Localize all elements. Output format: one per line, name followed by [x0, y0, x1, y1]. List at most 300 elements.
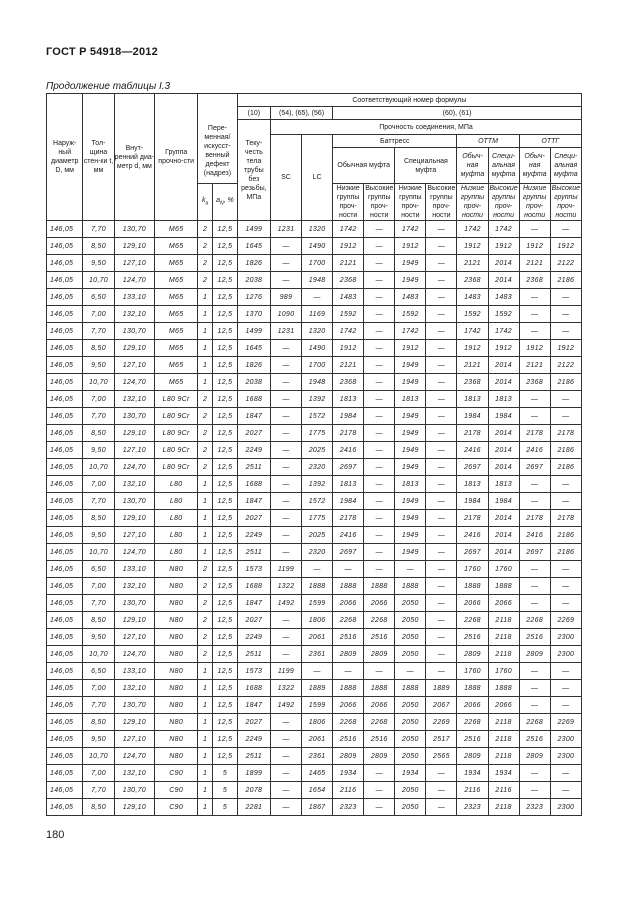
table-cell: — — [550, 663, 581, 680]
table-cell: L80 9Cr — [155, 391, 198, 408]
table-cell: 1867 — [302, 799, 333, 816]
table-cell: 2516 — [364, 629, 395, 646]
table-cell: L80 9Cr — [155, 442, 198, 459]
table-cell: — — [426, 238, 457, 255]
table-cell: 8,50 — [83, 340, 114, 357]
table-cell: 1912 — [457, 340, 488, 357]
table-cell: 1688 — [237, 476, 270, 493]
table-cell: 1645 — [237, 340, 270, 357]
table-cell: L80 — [155, 493, 198, 510]
page-number: 180 — [46, 829, 65, 841]
header-outer-diameter: Наруж-ный диаметр D, мм — [47, 94, 83, 221]
table-cell: 9,50 — [83, 527, 114, 544]
table-cell: — — [395, 561, 426, 578]
table-body — [47, 221, 582, 816]
header-joint-strength: Прочность соединения, МПа — [270, 120, 581, 135]
table-cell: 12,5 — [213, 510, 238, 527]
table-cell: L80 — [155, 527, 198, 544]
header-buttress: Баттресс — [333, 135, 457, 148]
table-cell: L80 9Cr — [155, 425, 198, 442]
table-cell: — — [364, 561, 395, 578]
table-cell: 2050 — [395, 697, 426, 714]
table-cell: 2809 — [519, 646, 550, 663]
table-cell: 12,5 — [213, 595, 238, 612]
table-cell: 2027 — [237, 510, 270, 527]
table-cell: 2050 — [395, 799, 426, 816]
header-buttress-regular-low: Низкие группы проч-ности — [333, 184, 364, 221]
header-lc: LC — [302, 135, 333, 221]
table-cell: 1889 — [302, 680, 333, 697]
table-cell: 12,5 — [213, 425, 238, 442]
table-cell: 2511 — [237, 459, 270, 476]
table-cell: — — [364, 510, 395, 527]
table-cell: 146,05 — [47, 612, 83, 629]
table-cell: 1912 — [395, 340, 426, 357]
table-cell: M65 — [155, 238, 198, 255]
table-cell: 1199 — [270, 561, 301, 578]
table-cell: 7,00 — [83, 765, 114, 782]
header-formula-10: (10) — [237, 107, 270, 120]
table-cell: 2186 — [550, 459, 581, 476]
table-cell: 2066 — [333, 595, 364, 612]
table-cell: 2268 — [333, 714, 364, 731]
table-cell: 132,10 — [114, 578, 155, 595]
table-cell: 2511 — [237, 646, 270, 663]
table-cell: 8,50 — [83, 612, 114, 629]
ka-subscript: a — [205, 200, 209, 207]
table-cell: 2014 — [488, 255, 519, 272]
table-cell: 2 — [198, 425, 213, 442]
table-cell: 1934 — [395, 765, 426, 782]
table-cell: 2121 — [519, 255, 550, 272]
table-cell: 7,00 — [83, 578, 114, 595]
table-cell: — — [519, 578, 550, 595]
table-cell: 146,05 — [47, 425, 83, 442]
table-cell: — — [270, 510, 301, 527]
table-row — [47, 799, 582, 816]
table-cell: 2066 — [488, 697, 519, 714]
table-cell: 12,5 — [213, 544, 238, 561]
table-cell: — — [426, 425, 457, 442]
table-cell: — — [333, 663, 364, 680]
table-row — [47, 221, 582, 238]
table-cell: 2300 — [550, 799, 581, 816]
table-cell: 2121 — [333, 357, 364, 374]
table-cell: 132,10 — [114, 680, 155, 697]
table-cell: L80 9Cr — [155, 459, 198, 476]
table-cell: 8,50 — [83, 714, 114, 731]
table-row — [47, 323, 582, 340]
table-row — [47, 493, 582, 510]
table-cell: — — [550, 561, 581, 578]
table-cell: 12,5 — [213, 323, 238, 340]
table-cell: 2268 — [519, 612, 550, 629]
table-cell: 2300 — [550, 748, 581, 765]
table-row — [47, 425, 582, 442]
table-cell: 9,50 — [83, 629, 114, 646]
header-wall-thickness: Тол-щина стен-ки t, мм — [83, 94, 114, 221]
table-cell: 1912 — [550, 340, 581, 357]
table-cell: 124,70 — [114, 459, 155, 476]
table-cell: 1912 — [550, 238, 581, 255]
table-cell: N80 — [155, 680, 198, 697]
header-defect: Пере-менная/искусст-венный дефект (надрез) — [198, 120, 238, 184]
table-cell: — — [519, 408, 550, 425]
table-cell: N80 — [155, 578, 198, 595]
table-cell: 2118 — [488, 646, 519, 663]
table-cell: 1826 — [237, 255, 270, 272]
table-cell: 2 — [198, 595, 213, 612]
table-cell: 1 — [198, 544, 213, 561]
table-cell: 2268 — [364, 612, 395, 629]
header-formula-54: (54), (65), (56) — [270, 107, 332, 120]
table-cell: 2050 — [395, 595, 426, 612]
table-cell: 127,10 — [114, 731, 155, 748]
table-cell: 2300 — [550, 646, 581, 663]
table-cell: — — [270, 272, 301, 289]
header-strength-group: Группа прочно-сти — [155, 94, 198, 221]
table-cell: — — [426, 272, 457, 289]
table-cell: M65 — [155, 323, 198, 340]
table-cell: 2 — [198, 646, 213, 663]
table-cell: 1231 — [270, 323, 301, 340]
table-cell: 1775 — [302, 425, 333, 442]
table-cell: — — [550, 476, 581, 493]
table-cell: 2121 — [519, 357, 550, 374]
table-cell: L80 — [155, 544, 198, 561]
table-cell: 9,50 — [83, 731, 114, 748]
table-cell: 1949 — [395, 255, 426, 272]
table-cell: 129,10 — [114, 612, 155, 629]
table-cell: 1 — [198, 799, 213, 816]
table-cell: 2 — [198, 391, 213, 408]
table-cell: 2050 — [395, 782, 426, 799]
table-cell: 1949 — [395, 442, 426, 459]
table-cell: 130,70 — [114, 697, 155, 714]
table-cell: — — [364, 323, 395, 340]
table-cell: 1949 — [395, 510, 426, 527]
table-cell: 1 — [198, 731, 213, 748]
table-cell: 1813 — [457, 476, 488, 493]
table-cell: 12,5 — [213, 663, 238, 680]
table-cell: 127,10 — [114, 357, 155, 374]
table-cell: 12,5 — [213, 493, 238, 510]
table-cell: 2178 — [457, 425, 488, 442]
table-cell: 2 — [198, 272, 213, 289]
table-cell: 1949 — [395, 425, 426, 442]
table-cell: 129,10 — [114, 799, 155, 816]
table-cell: C90 — [155, 782, 198, 799]
table-cell: 12,5 — [213, 646, 238, 663]
table-cell: 1572 — [302, 493, 333, 510]
table-cell: 1592 — [457, 306, 488, 323]
table-cell: C90 — [155, 799, 198, 816]
table-cell: 2050 — [395, 714, 426, 731]
table-cell: — — [270, 544, 301, 561]
table-cell: 1888 — [395, 578, 426, 595]
table-cell: — — [364, 527, 395, 544]
table-cell: 1 — [198, 527, 213, 544]
table-cell: 2122 — [550, 255, 581, 272]
header-ottm: ОТТМ — [457, 135, 519, 148]
table-cell: 2323 — [457, 799, 488, 816]
table-cell: — — [270, 646, 301, 663]
table-cell: 2186 — [550, 442, 581, 459]
table-cell: 2697 — [519, 459, 550, 476]
table-row — [47, 391, 582, 408]
table-cell: 12,5 — [213, 714, 238, 731]
table-cell: 2050 — [395, 731, 426, 748]
table-cell: 1888 — [395, 680, 426, 697]
table-cell: 146,05 — [47, 697, 83, 714]
table-row — [47, 357, 582, 374]
table-head — [47, 94, 582, 221]
table-cell: 2249 — [237, 629, 270, 646]
table-cell: 5 — [213, 799, 238, 816]
table-cell: 12,5 — [213, 527, 238, 544]
table-cell: 2078 — [237, 782, 270, 799]
table-cell: 7,70 — [83, 782, 114, 799]
table-cell: 2268 — [364, 714, 395, 731]
table-cell: 2014 — [488, 544, 519, 561]
table-cell: 2368 — [333, 374, 364, 391]
table-cell: 2116 — [488, 782, 519, 799]
table-cell: 130,70 — [114, 782, 155, 799]
table-cell: 2368 — [457, 272, 488, 289]
table-cell: — — [364, 340, 395, 357]
header-ottg: ОТТГ — [519, 135, 581, 148]
table-cell: 1742 — [488, 221, 519, 238]
table-row — [47, 680, 582, 697]
table-cell: 2697 — [457, 544, 488, 561]
table-cell: 146,05 — [47, 799, 83, 816]
table-cell: 2268 — [519, 714, 550, 731]
table-cell: — — [364, 408, 395, 425]
table-row — [47, 663, 582, 680]
table-row — [47, 255, 582, 272]
table-cell: 9,50 — [83, 357, 114, 374]
table-cell: 132,10 — [114, 765, 155, 782]
table-cell: 2516 — [457, 731, 488, 748]
table-cell: 8,50 — [83, 799, 114, 816]
table-cell: 1 — [198, 697, 213, 714]
table-cell: 2268 — [333, 612, 364, 629]
table-cell: 1760 — [488, 663, 519, 680]
table-cell: — — [364, 374, 395, 391]
table-cell: 2121 — [457, 255, 488, 272]
table-cell: 12,5 — [213, 459, 238, 476]
table-row — [47, 476, 582, 493]
table-cell: 2178 — [333, 425, 364, 442]
table-cell: 2269 — [550, 612, 581, 629]
table-cell: 129,10 — [114, 340, 155, 357]
table-cell: M65 — [155, 340, 198, 357]
table-cell: M65 — [155, 374, 198, 391]
table-cell: 2809 — [364, 646, 395, 663]
table-cell: 1888 — [488, 680, 519, 697]
table-cell: 1888 — [302, 578, 333, 595]
table-cell: 129,10 — [114, 510, 155, 527]
table-cell: — — [550, 408, 581, 425]
table-cell: 129,10 — [114, 714, 155, 731]
table-cell: 146,05 — [47, 340, 83, 357]
table-cell: M65 — [155, 357, 198, 374]
header-yield: Теку-честь тела трубы без резьбы, МПа — [237, 120, 270, 221]
table-row — [47, 646, 582, 663]
table-cell: 7,70 — [83, 323, 114, 340]
table-cell: 2511 — [237, 544, 270, 561]
table-cell: 1 — [198, 680, 213, 697]
table-cell: — — [519, 561, 550, 578]
table-row — [47, 578, 582, 595]
table-cell: — — [364, 272, 395, 289]
an-subscript: N — [220, 200, 224, 207]
table-cell: — — [364, 476, 395, 493]
table-cell: 2121 — [457, 357, 488, 374]
table-cell: — — [364, 391, 395, 408]
table-cell: 2067 — [426, 697, 457, 714]
table-cell: — — [270, 527, 301, 544]
table-cell: 8,50 — [83, 510, 114, 527]
header-ottg-regular: Обыч-ная муфта — [519, 148, 550, 184]
table-cell: 2050 — [395, 629, 426, 646]
table-cell: 2186 — [550, 527, 581, 544]
table-cell: — — [270, 391, 301, 408]
table-cell: — — [302, 561, 333, 578]
table-cell: — — [302, 289, 333, 306]
table-cell: 146,05 — [47, 255, 83, 272]
table-cell: — — [364, 221, 395, 238]
table-cell: 146,05 — [47, 663, 83, 680]
table-cell: 12,5 — [213, 561, 238, 578]
header-ottg-special: Специ-альная муфта — [550, 148, 581, 184]
table-cell: 2320 — [302, 459, 333, 476]
table-cell: 12,5 — [213, 442, 238, 459]
table-cell: 146,05 — [47, 731, 83, 748]
data-table — [46, 93, 582, 816]
table-cell: 1760 — [488, 561, 519, 578]
table-cell: — — [426, 306, 457, 323]
table-cell: 2249 — [237, 731, 270, 748]
table-cell: — — [270, 765, 301, 782]
table-cell: 2281 — [237, 799, 270, 816]
table-cell: 1483 — [333, 289, 364, 306]
table-cell: 1483 — [395, 289, 426, 306]
table-row — [47, 306, 582, 323]
table-cell: 1370 — [237, 306, 270, 323]
header-formula-60: (60), (61) — [333, 107, 582, 120]
table-cell: 146,05 — [47, 561, 83, 578]
table-cell: 7,00 — [83, 680, 114, 697]
table-cell: 1912 — [519, 340, 550, 357]
table-cell: 2416 — [457, 442, 488, 459]
header-an — [213, 184, 238, 221]
table-cell: — — [550, 782, 581, 799]
table-cell: 1231 — [270, 221, 301, 238]
table-cell: 130,70 — [114, 323, 155, 340]
table-cell: 1847 — [237, 697, 270, 714]
table-cell: — — [364, 799, 395, 816]
table-cell: 1888 — [364, 680, 395, 697]
table-row — [47, 408, 582, 425]
table-cell: — — [270, 714, 301, 731]
table-cell: 1599 — [302, 697, 333, 714]
table-cell: 127,10 — [114, 255, 155, 272]
header-inner-diameter: Внут-ренний диа-метр d, мм — [114, 94, 155, 221]
table-cell: 146,05 — [47, 680, 83, 697]
table-cell: 132,10 — [114, 391, 155, 408]
table-cell: 2061 — [302, 731, 333, 748]
table-cell: C90 — [155, 765, 198, 782]
table-cell: 132,10 — [114, 306, 155, 323]
table-cell: 146,05 — [47, 306, 83, 323]
table-cell: 2511 — [237, 748, 270, 765]
table-cell: 2118 — [488, 714, 519, 731]
table-cell: 124,70 — [114, 544, 155, 561]
table-cell: 146,05 — [47, 272, 83, 289]
table-cell: 1499 — [237, 323, 270, 340]
table-cell: 2249 — [237, 527, 270, 544]
table-cell: 12,5 — [213, 612, 238, 629]
table-cell: 1 — [198, 323, 213, 340]
table-cell: 12,5 — [213, 255, 238, 272]
table-cell: 2014 — [488, 374, 519, 391]
table-cell: 1 — [198, 306, 213, 323]
table-cell: 12,5 — [213, 391, 238, 408]
table-row — [47, 561, 582, 578]
table-cell: 2809 — [457, 646, 488, 663]
table-cell: 1 — [198, 510, 213, 527]
table-cell: 2014 — [488, 425, 519, 442]
table-cell: — — [364, 459, 395, 476]
table-cell: 1599 — [302, 595, 333, 612]
table-cell: 1 — [198, 748, 213, 765]
table-cell: 2809 — [519, 748, 550, 765]
table-cell: 1912 — [488, 340, 519, 357]
table-cell: — — [426, 374, 457, 391]
table-cell: 2516 — [333, 629, 364, 646]
table-cell: 1490 — [302, 238, 333, 255]
table-cell: — — [426, 340, 457, 357]
table-cell: 1 — [198, 374, 213, 391]
table-cell: 7,70 — [83, 221, 114, 238]
table-cell: 1645 — [237, 238, 270, 255]
table-row — [47, 748, 582, 765]
table-cell: 146,05 — [47, 221, 83, 238]
table-cell: 2368 — [519, 374, 550, 391]
table-cell: — — [270, 731, 301, 748]
table-cell: — — [270, 340, 301, 357]
table-cell: — — [364, 765, 395, 782]
table-cell: N80 — [155, 731, 198, 748]
table-cell: — — [550, 306, 581, 323]
table-cell: 7,00 — [83, 391, 114, 408]
table-cell: 2323 — [519, 799, 550, 816]
table-cell: 1573 — [237, 561, 270, 578]
table-cell: 2320 — [302, 544, 333, 561]
table-cell: 2 — [198, 238, 213, 255]
table-cell: — — [270, 629, 301, 646]
table-cell: 2416 — [457, 527, 488, 544]
header-sc: SC — [270, 135, 301, 221]
table-cell: — — [426, 289, 457, 306]
table-cell: — — [364, 782, 395, 799]
table-cell: — — [364, 306, 395, 323]
table-cell: 1 — [198, 714, 213, 731]
table-cell: 1760 — [457, 561, 488, 578]
table-cell: 2516 — [457, 629, 488, 646]
table-cell: — — [270, 476, 301, 493]
